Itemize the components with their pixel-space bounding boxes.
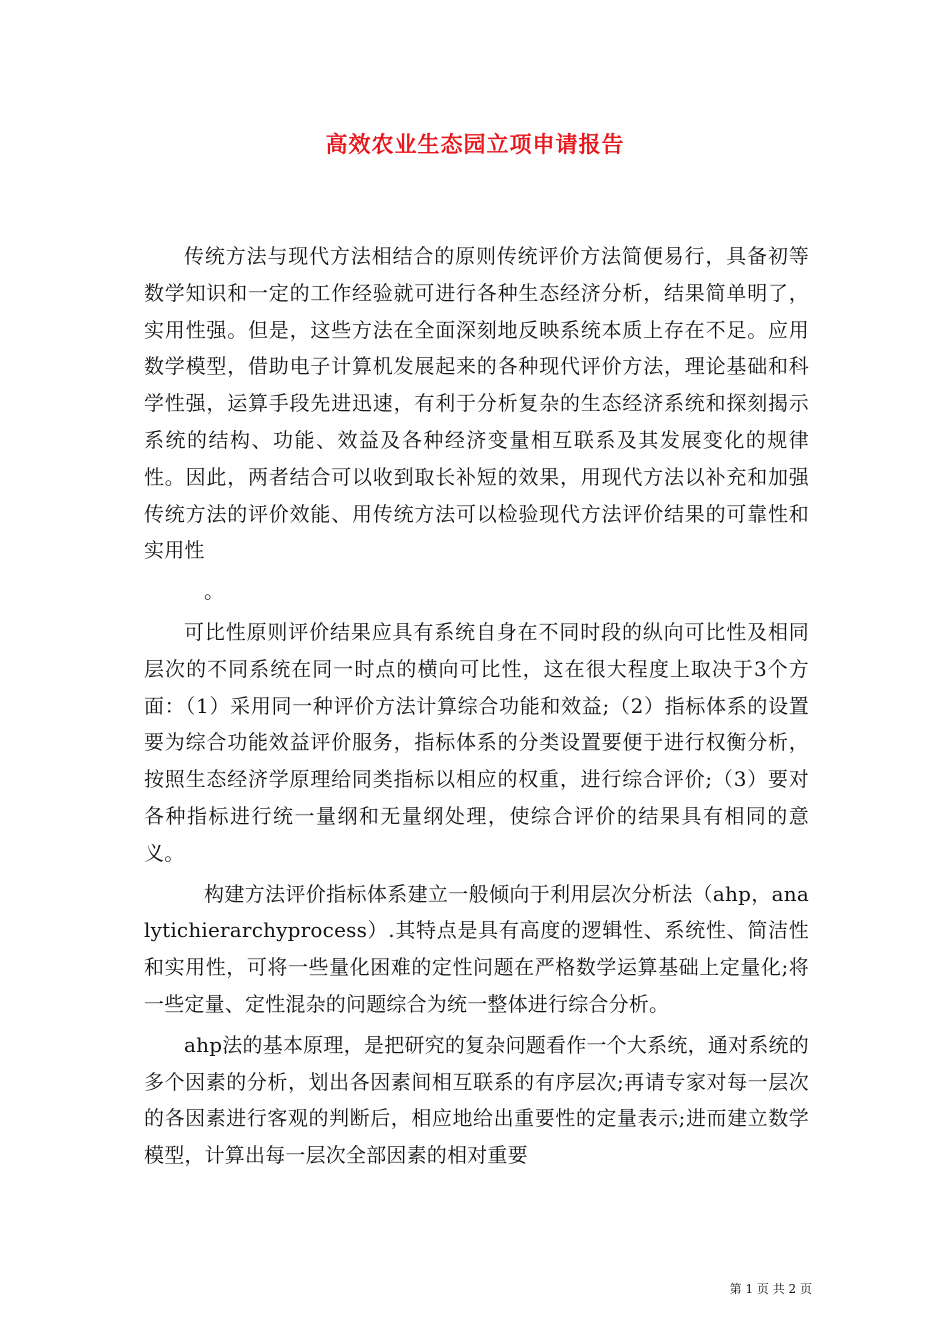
paragraph-trailing-period: 。: [204, 579, 225, 604]
document-title: 高效农业生态园立项申请报告: [325, 132, 625, 158]
paragraph-principle-combination: 传统方法与现代方法相结合的原则传统评价方法简便易行，具备初等数学知识和一定的工作经验就可进行各种生态经济分析，结果简单明了，实用性强。但是，这些方法在全面深刻地反映系统本质上存在不足。应用数学模型，借助电子计算机发展起来的各种现代评价方法，理论基础和科学性强，运算手段先进迅速，有利于分析复杂的生态经济系统和探刻揭示系统的结构、功能、效益及各种经济变量相互联系及其发展变化的规律性。因此，两者结合可以收到取长补短的效果，用现代方法以补充和加强传统方法的评价效能、用传统方法可以检验现代方法评价结果的可靠性和实用性: [144, 244, 809, 563]
page-number-footer: 第 1 页 共 2 页: [729, 1282, 812, 1296]
paragraph-ahp-principle: ahp法的基本原理，是把研究的复杂问题看作一个大系统，通对系统的多个因素的分析，划出各因素间相互联系的有序层次;再请专家对每一层次的各因素进行客观的判断后，相应地给出重要性的定量表示;进而建立数学模型，计算出每一层次全部因素的相对重要: [144, 1032, 809, 1168]
paragraph-comparability-principle: 可比性原则评价结果应具有系统自身在不同时段的纵向可比性及相同层次的不同系统在同一时点的横向可比性，这在很大程度上取决于3个方面：（1）采用同一种评价方法计算综合功能和效益;（2）指标体系的设置要为综合功能效益评价服务，指标体系的分类设置要便于进行权衡分析，按照生态经济学原理给同类指标以相应的权重，进行综合评价;（3）要对各种指标进行统一量纲和无量纲处理，使综合评价的结果具有相同的意义。: [144, 619, 809, 865]
document-body: [144, 238, 809, 1178]
paragraph-construction-method: 构建方法评价指标体系建立一般倾向于利用层次分析法（ahp，analytichierarchyprocess）.其特点是具有高度的逻辑性、系统性、简洁性和实用性，可将一些量化困难的定性问题在严格数学运算基础上定量化;将一些定量、定性混杂的问题综合为统一整体进行综合分析。: [144, 881, 809, 1016]
